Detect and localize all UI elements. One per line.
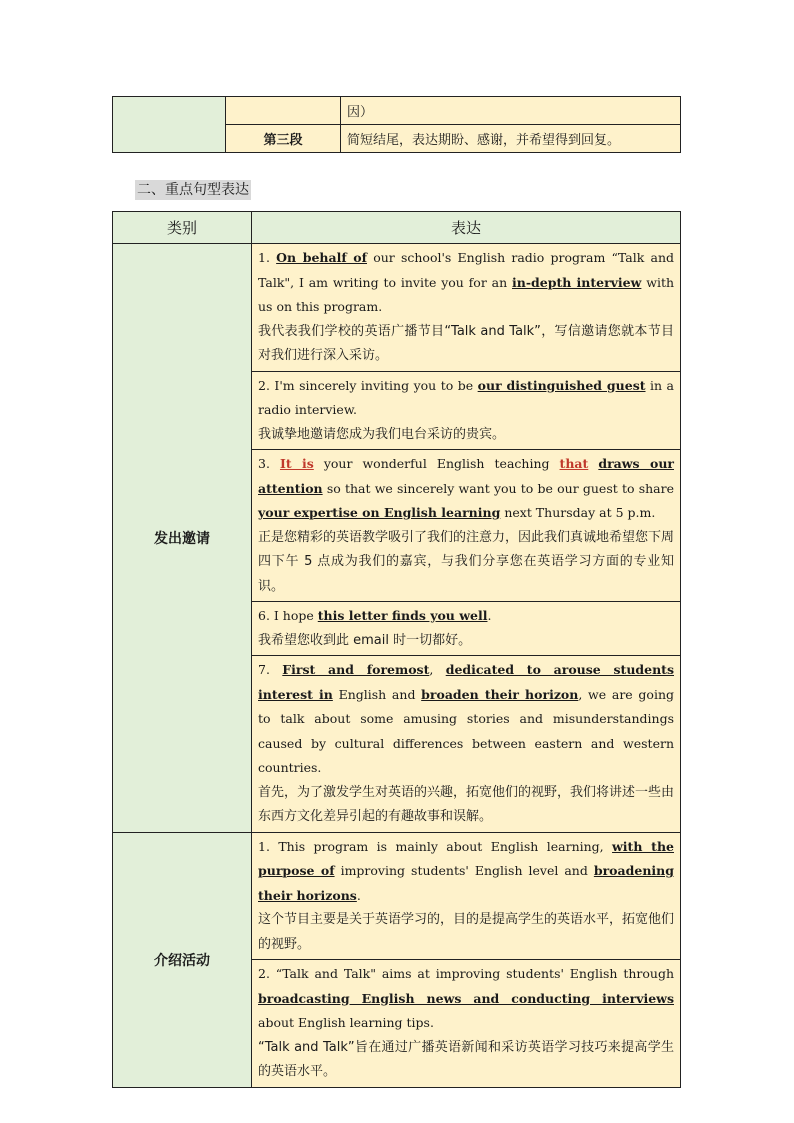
empty-label-cell: [226, 97, 341, 125]
paragraph-structure-table: [112, 96, 681, 153]
header-expression: 表达: [252, 212, 681, 244]
key-sentences-table: [112, 211, 681, 1088]
row2-label: 第三段: [226, 125, 341, 153]
chinese-translation: 我希望您收到此 email 时一切都好。: [258, 632, 472, 648]
chinese-translation: 我代表我们学校的英语广播节目“Talk and Talk”，写信邀请您就本节目对我们进行深入采访。: [258, 323, 674, 363]
key-phrase: broadening their horizons: [258, 863, 674, 903]
category-invite: 发出邀请: [113, 244, 252, 833]
merged-category-cell: [113, 97, 226, 153]
key-phrase: On behalf of: [276, 250, 367, 265]
row2-text: 简短结尾，表达期盼、感谢，并希望得到回复。: [341, 125, 681, 153]
invite-entry-3: 3. It is your wonderful English teaching that draws our attention so that we sincerely want you to be our guest to share your expertise on English learning next Thursday at 5 p.m. 正是您精彩的英语教学吸引了我们的注意力，因此我们真诚地希望您下周四下午 5 点成为我们的嘉宾，与我们分享您在英语学习方面的专业知识。: [252, 450, 681, 602]
row1-text: 因）: [341, 97, 681, 125]
key-phrase: First and foremost: [282, 662, 430, 677]
category-introduce: 介绍活动: [113, 832, 252, 1087]
key-phrase: this letter finds you well: [317, 608, 488, 623]
intro-entry-1: 1. This program is mainly about English learning, with the purpose of improving students' English level and broadening their horizons. 这个节目主要是关于英语学习的，目的是提高学生的英语水平，拓宽他们的视野。: [252, 832, 681, 960]
header-category: 类别: [113, 212, 252, 244]
invite-entry-6: 6. I hope this letter finds you well. 我希望您收到此 email 时一切都好。: [252, 602, 681, 656]
chinese-translation: 正是您精彩的英语教学吸引了我们的注意力，因此我们真诚地希望您下周四下午 5 点成为我们的嘉宾，与我们分享您在英语学习方面的专业知识。: [258, 529, 675, 594]
chinese-translation: 这个节目主要是关于英语学习的，目的是提高学生的英语水平，拓宽他们的视野。: [258, 912, 675, 952]
chinese-translation: “Talk and Talk”旨在通过广播英语新闻和采访英语学习技巧来提高学生的英语水平。: [258, 1039, 674, 1079]
emphasis-structure: It is: [279, 456, 314, 471]
key-phrase: in-depth interview: [511, 274, 642, 290]
key-phrase: broaden their horizon: [421, 686, 579, 702]
key-phrase: our distinguished guest: [477, 377, 646, 393]
emphasis-structure: that: [559, 456, 589, 471]
key-phrase: your expertise on English learning: [258, 505, 501, 520]
invite-entry-2: 2. I'm sincerely inviting you to be our distinguished guest in a radio interview. 我诚挚地邀请您成为我们电台采访的贵宾。: [252, 371, 681, 450]
key-phrase: dedicated to arouse students interest in: [258, 662, 674, 702]
chinese-translation: 首先，为了激发学生对英语的兴趣，拓宽他们的视野，我们将讲述一些由东西方文化差异引起的有趣故事和误解。: [258, 784, 675, 824]
key-phrase: draws our attention: [258, 456, 674, 496]
key-phrase: with the purpose of: [258, 838, 674, 878]
intro-entry-2: 2. “Talk and Talk" aims at improving students' English through broadcasting English news and conducting interviews about English learning tips. “Talk and Talk”旨在通过广播英语新闻和采访英语学习技巧来提高学生的英语水平。: [252, 960, 681, 1088]
chinese-translation: 我诚挚地邀请您成为我们电台采访的贵宾。: [258, 426, 506, 442]
invite-entry-1: 1. On behalf of our school's English radio program “Talk and Talk", I am writing to invite you for an in-depth interview with us on this program. 我代表我们学校的英语广播节目“Talk and Talk”，写信邀请您就本节目对我们进行深入采访。: [252, 244, 681, 372]
key-phrase: broadcasting English news and conducting interviews: [258, 990, 674, 1006]
section-heading: 二、重点句型表达: [137, 182, 249, 198]
invite-entry-7: 7. First and foremost, dedicated to arouse students interest in English and broaden their horizon, we are going to talk about some amusing stories and misunderstandings caused by cultural differences between eastern and western countries. 首先，为了激发学生对英语的兴趣，拓宽他们的视野，我们将讲述一些由东西方文化差异引起的有趣故事和误解。: [252, 656, 681, 833]
